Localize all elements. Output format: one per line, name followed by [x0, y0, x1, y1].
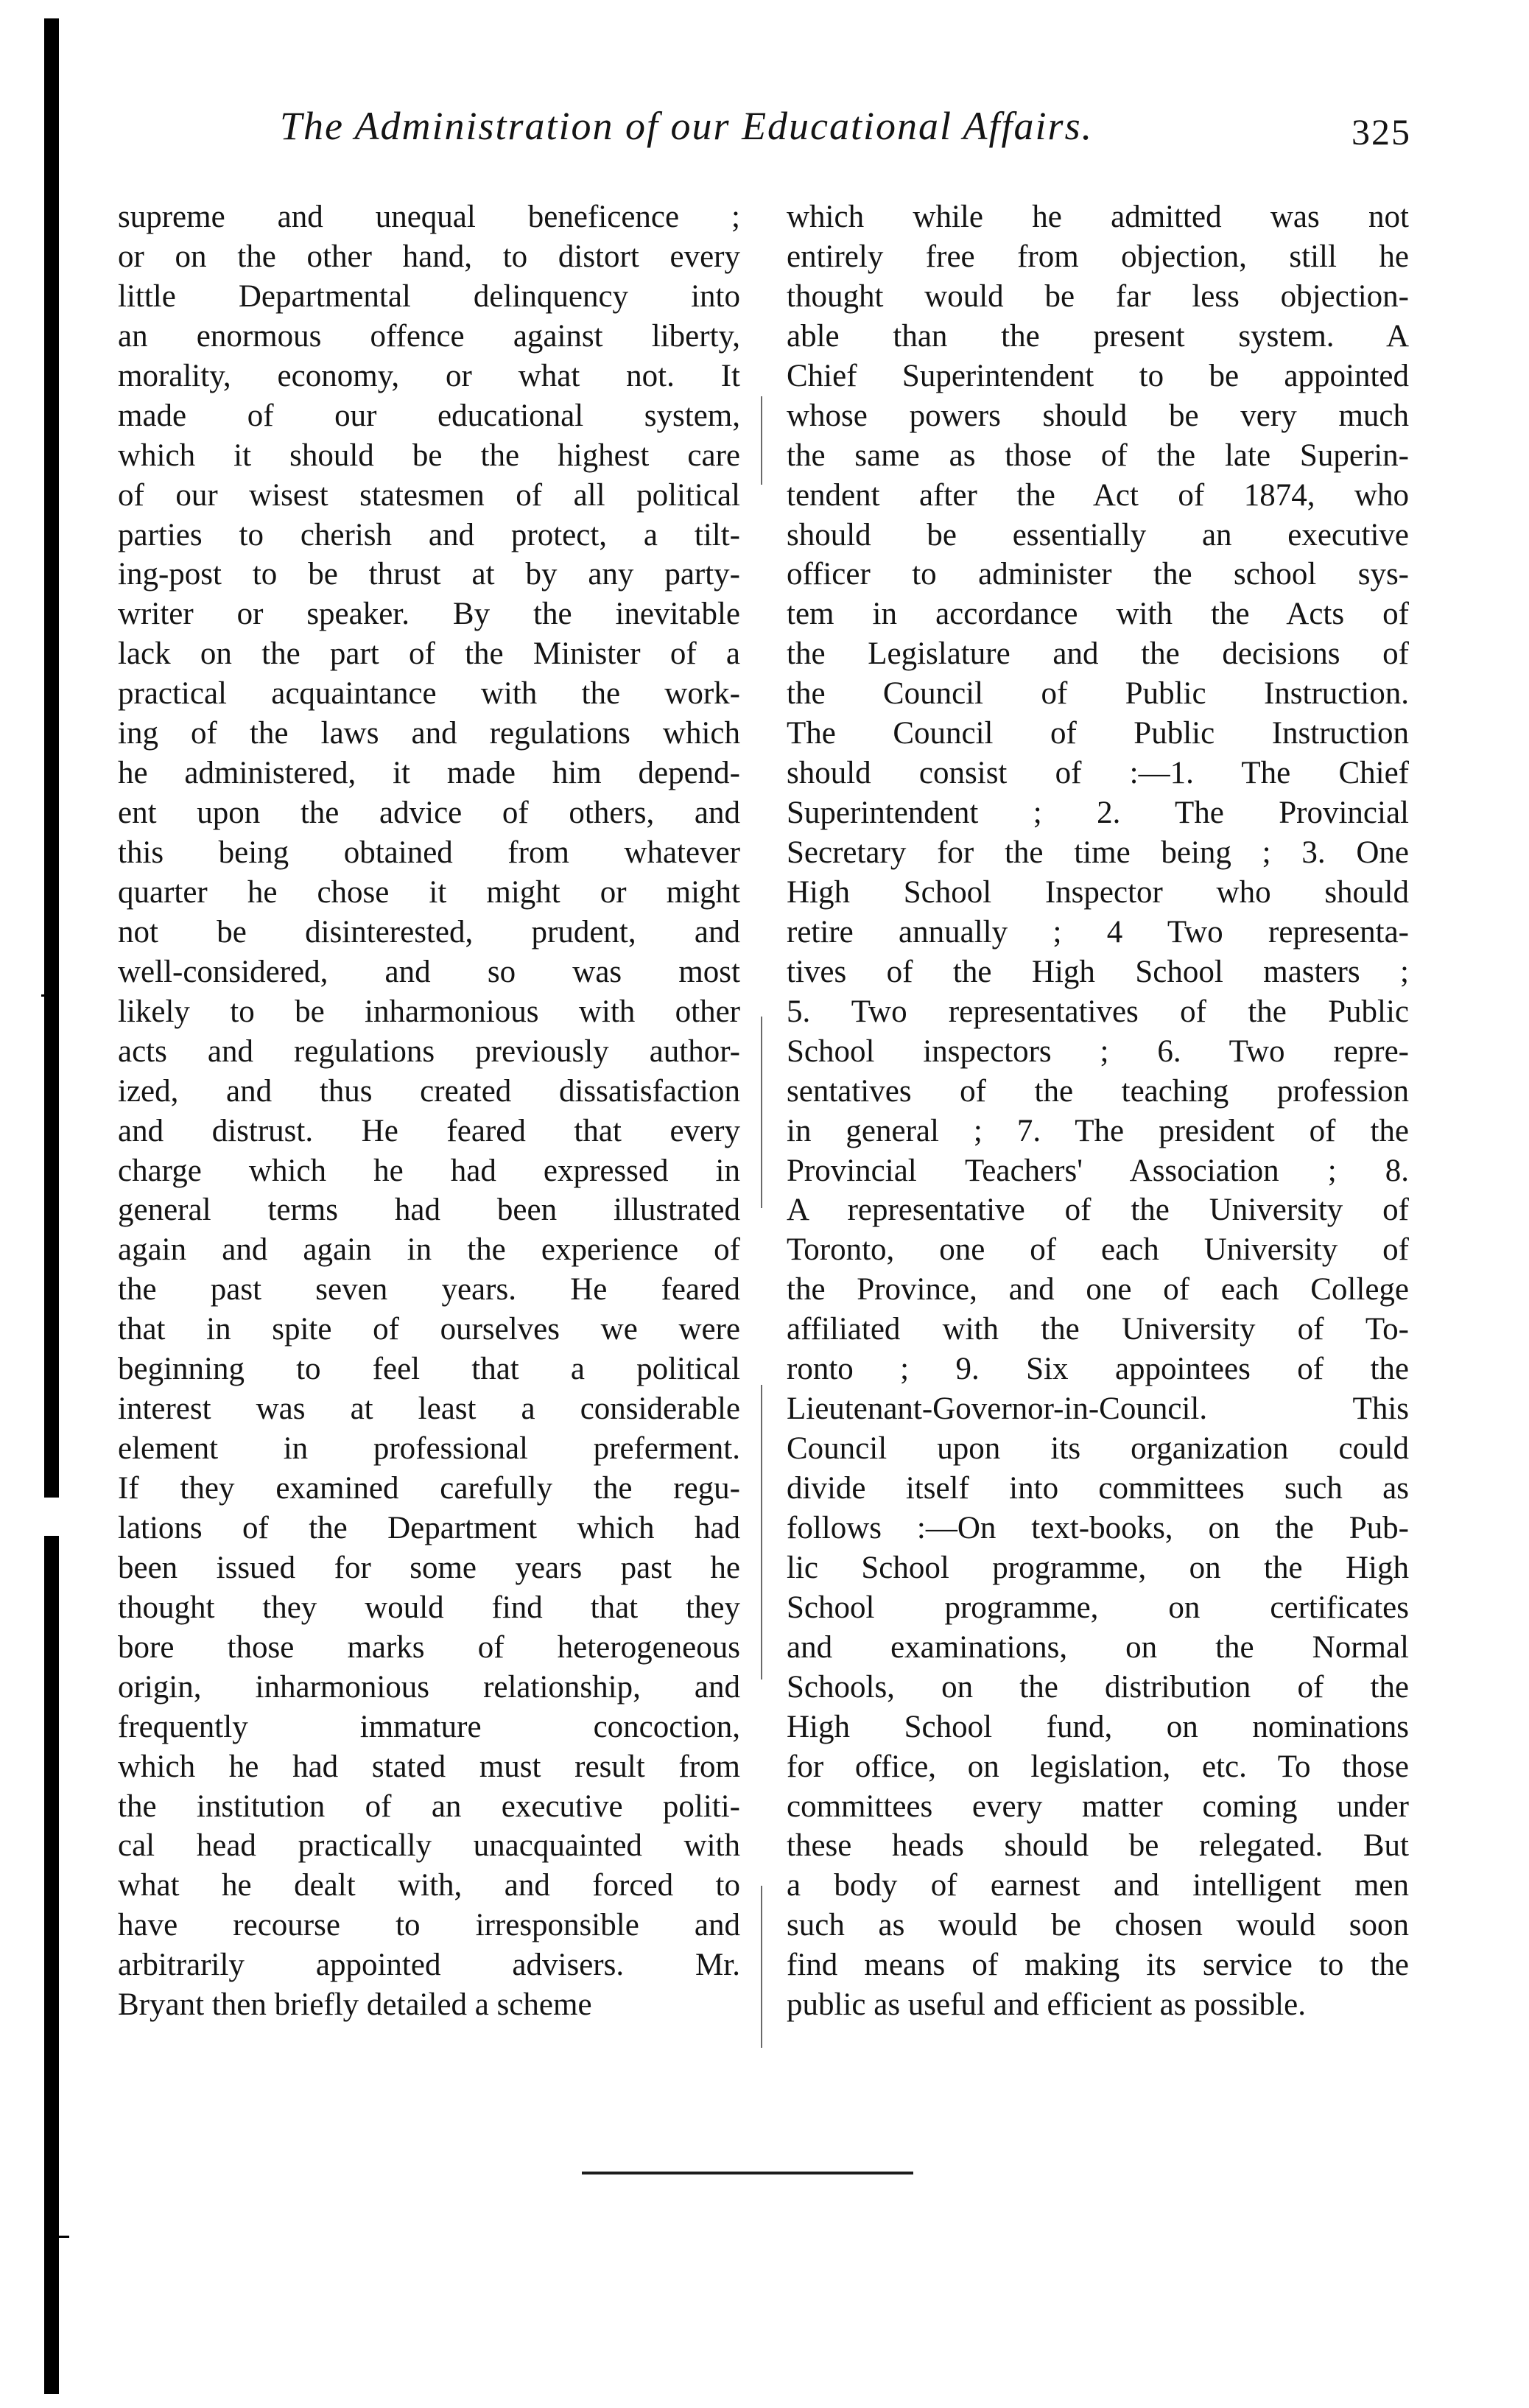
text-line: High School Inspector who should — [787, 874, 1409, 910]
text-line: School inspectors ; 6. Two repre- — [787, 1033, 1409, 1069]
text-line: ing-post to be thrust at by any party- — [118, 557, 740, 592]
text-line: lic School programme, on the High — [787, 1550, 1409, 1585]
text-line: origin, inharmonious relationship, and — [118, 1669, 740, 1705]
text-line: tem in accordance with the Acts of — [787, 597, 1409, 632]
text-line: 5. Two representatives of the Public — [787, 994, 1409, 1029]
text-line: whose powers should be very much — [787, 398, 1409, 433]
column-gutter-rule — [761, 1886, 762, 2048]
end-of-article-rule — [582, 2172, 913, 2174]
text-line: well-considered, and so was most — [118, 954, 740, 989]
text-line: or on the other hand, to distort every — [118, 239, 740, 274]
text-line: ing of the laws and regulations which — [118, 716, 740, 751]
text-line: which while he admitted was not — [787, 200, 1409, 234]
page-binding-edge — [44, 18, 59, 2394]
text-line: Chief Superintendent to be appointed — [787, 358, 1409, 393]
text-line: tives of the High School masters ; — [787, 954, 1409, 989]
text-line: again and again in the experience of — [118, 1232, 740, 1268]
text-line: morality, economy, or what not. It — [118, 358, 740, 393]
text-line: in general ; 7. The president of the — [787, 1113, 1409, 1148]
text-line: sentatives of the teaching profession — [787, 1073, 1409, 1109]
text-line: an enormous offence against liberty, — [118, 318, 740, 354]
text-line: If they examined carefully the regu- — [118, 1471, 740, 1506]
text-line: have recourse to irresponsible and — [118, 1908, 740, 1943]
binding-edge-gap — [44, 1498, 59, 1536]
text-line: the institution of an executive politi- — [118, 1789, 740, 1824]
column-gutter-rule — [761, 396, 762, 485]
text-line: and distrust. He feared that every — [118, 1113, 740, 1148]
text-line: not be disinterested, prudent, and — [118, 914, 740, 949]
text-line: affiliated with the University of To- — [787, 1312, 1409, 1347]
text-line: entirely free from objection, still he — [787, 239, 1409, 274]
text-line: Schools, on the distribution of the — [787, 1669, 1409, 1705]
text-line: Bryant then briefly detailed a scheme — [118, 1987, 592, 2023]
text-line: that in spite of ourselves we were — [118, 1312, 740, 1347]
text-line: bore those marks of heterogeneous — [118, 1629, 740, 1665]
text-line: should consist of :—1. The Chief — [787, 756, 1409, 791]
text-line: officer to administer the school sys- — [787, 557, 1409, 592]
text-line: A representative of the University of — [787, 1193, 1409, 1228]
text-line: a body of earnest and intelligent men — [787, 1868, 1409, 1903]
text-line: little Departmental delinquency into — [118, 278, 740, 314]
text-line: should be essentially an executive — [787, 517, 1409, 552]
left-text-column — [118, 197, 740, 2025]
text-line: interest was at least a considerable — [118, 1391, 740, 1427]
text-line: he administered, it made him depend- — [118, 756, 740, 791]
text-line: such as would be chosen would soon — [787, 1908, 1409, 1943]
text-line: beginning to feel that a political — [118, 1352, 740, 1387]
text-line: public as useful and efficient as possible. — [787, 1987, 1306, 2023]
text-line: find means of making its service to the — [787, 1948, 1409, 1983]
text-line: the Legislature and the decisions of — [787, 636, 1409, 672]
text-line: lations of the Department which had — [118, 1510, 740, 1545]
text-line: Secretary for the time being ; 3. One — [787, 835, 1409, 870]
text-line: Council upon its organization could — [787, 1431, 1409, 1467]
text-line: lack on the part of the Minister of a — [118, 636, 740, 672]
text-line: the same as those of the late Superin- — [787, 438, 1409, 473]
text-line: these heads should be relegated. But — [787, 1828, 1409, 1864]
text-line: likely to be inharmonious with other — [118, 994, 740, 1029]
binding-margin-tick — [59, 2236, 69, 2238]
text-line: for office, on legislation, etc. To those — [787, 1749, 1409, 1784]
text-line: the Province, and one of each College — [787, 1272, 1409, 1307]
binding-margin-tick — [41, 994, 49, 997]
text-line: ronto ; 9. Six appointees of the — [787, 1352, 1409, 1387]
column-gutter-rule — [761, 1385, 762, 1679]
text-line: School programme, on certificates — [787, 1590, 1409, 1625]
text-line: The Council of Public Instruction — [787, 716, 1409, 751]
right-text-column — [787, 197, 1409, 2025]
text-line: made of our educational system, — [118, 398, 740, 433]
text-line: ized, and thus created dissatisfaction — [118, 1073, 740, 1109]
column-gutter-rule — [761, 1017, 762, 1208]
text-line: High School fund, on nominations — [787, 1709, 1409, 1744]
text-line: what he dealt with, and forced to — [118, 1868, 740, 1903]
text-line: element in professional preferment. — [118, 1431, 740, 1467]
text-line: the Council of Public Instruction. — [787, 676, 1409, 712]
text-line: charge which he had expressed in — [118, 1153, 740, 1188]
page-number: 325 — [1352, 111, 1411, 152]
text-line: arbitrarily appointed advisers. Mr. — [118, 1948, 740, 1983]
text-line: parties to cherish and protect, a tilt- — [118, 517, 740, 552]
text-line: committees every matter coming under — [787, 1789, 1409, 1824]
text-line: acts and regulations previously author- — [118, 1033, 740, 1069]
text-line: able than the present system. A — [787, 318, 1409, 354]
text-line: Superintendent ; 2. The Provincial — [787, 796, 1409, 831]
text-line: Toronto, one of each University of — [787, 1232, 1409, 1268]
text-line: been issued for some years past he — [118, 1550, 740, 1585]
text-line: practical acquaintance with the work- — [118, 676, 740, 712]
text-line: which it should be the highest care — [118, 438, 740, 473]
running-head-title: The Administration of our Educational Affairs. — [280, 104, 1094, 148]
text-line: of our wisest statesmen of all political — [118, 477, 740, 513]
text-line: cal head practically unacquainted with — [118, 1828, 740, 1864]
text-line: quarter he chose it might or might — [118, 874, 740, 910]
text-line: divide itself into committees such as — [787, 1471, 1409, 1506]
text-line: tendent after the Act of 1874, who — [787, 477, 1409, 513]
text-line: and examinations, on the Normal — [787, 1629, 1409, 1665]
text-line: thought they would find that they — [118, 1590, 740, 1625]
text-line: retire annually ; 4 Two representa- — [787, 914, 1409, 949]
text-line: frequently immature concoction, — [118, 1709, 740, 1744]
text-line: Lieutenant-Governor-in-Council. This — [787, 1391, 1409, 1427]
text-line: the past seven years. He feared — [118, 1272, 740, 1307]
text-line: which he had stated must result from — [118, 1749, 740, 1784]
text-line: writer or speaker. By the inevitable — [118, 597, 740, 632]
text-line: thought would be far less objection- — [787, 278, 1409, 314]
text-line: ent upon the advice of others, and — [118, 796, 740, 831]
text-line: supreme and unequal beneficence ; — [118, 200, 740, 234]
text-line: Provincial Teachers' Association ; 8. — [787, 1153, 1409, 1188]
text-line: follows :—On text-books, on the Pub- — [787, 1510, 1409, 1545]
text-line: this being obtained from whatever — [118, 835, 740, 870]
text-line: general terms had been illustrated — [118, 1193, 740, 1228]
